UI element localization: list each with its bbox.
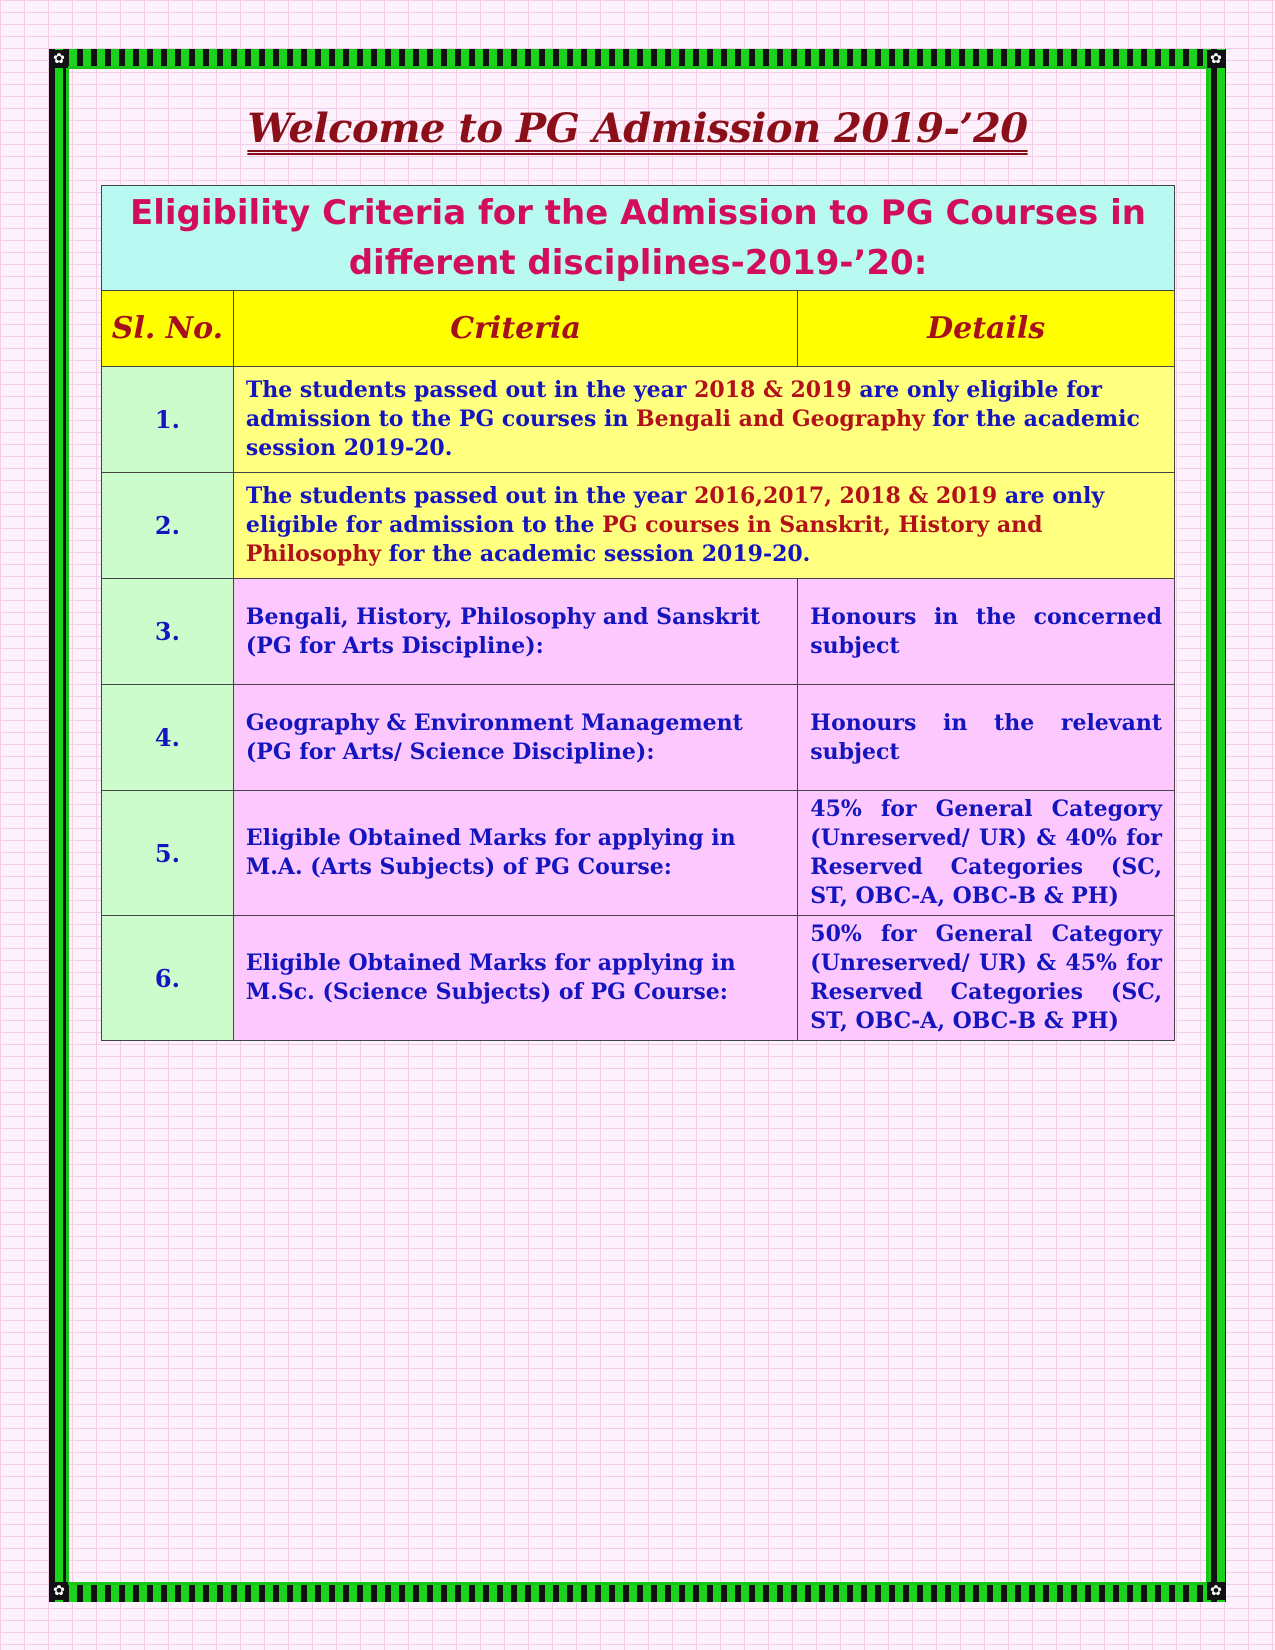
corner-ornament-icon: ✿ [1207,1582,1225,1600]
table-heading [102,186,1175,291]
row-serial-number: 3. [102,579,234,685]
row-criteria: Eligible Obtained Marks for applying in M.A. (Arts Subjects) of PG Course: [233,791,797,916]
row-criteria: Bengali, History, Philosophy and Sanskrit (PG for Arts Discipline): [233,579,797,685]
column-header-criteria: Criteria [233,291,797,367]
column-header-details: Details [798,291,1175,367]
table-row [102,367,1175,473]
row-serial-number: 5. [102,791,234,916]
corner-ornament-icon: ✿ [1207,50,1225,68]
row-serial-number: 2. [102,473,234,579]
row-details: 45% for General Category (Unreserved/ UR) & 40% for Reserved Categories (SC, ST, OBC-A, OBC-B & PH) [798,791,1175,916]
table-row [102,473,1175,579]
row-criteria-text: The students passed out in the year 2016,2017, 2018 & 2019 are only eligible for admission to the PG courses in Sanskrit, History and Philosophy for the academic session 2019-20. [233,473,1174,579]
row-details: Honours in the relevant subject [798,685,1175,791]
corner-ornament-icon: ✿ [50,1582,68,1600]
row-details: Honours in the concerned subject [798,579,1175,685]
table-row [102,685,1175,791]
row-criteria-text: The students passed out in the year 2018 & 2019 are only eligible for admission to the PG courses in Bengali and Geography for the academic session 2019-20. [233,367,1174,473]
eligibility-table [101,185,1175,1041]
row-details: 50% for General Category (Unreserved/ UR) & 45% for Reserved Categories (SC, ST, OBC-A, OBC-B & PH) [798,916,1175,1041]
table-row [102,916,1175,1041]
corner-ornament-icon: ✿ [50,50,68,68]
table-heading-line-2: different disciplines-2019-’20: [348,243,928,283]
row-serial-number: 6. [102,916,234,1041]
row-criteria: Geography & Environment Management (PG for Arts/ Science Discipline): [233,685,797,791]
row-serial-number: 4. [102,685,234,791]
table-heading-line-1: Eligibility Criteria for the Admission to PG Courses in [130,193,1146,233]
column-header-sl-no: Sl. No. [102,291,234,367]
table-row [102,579,1175,685]
page-title: Welcome to PG Admission 2019-’20 [247,105,1028,152]
row-serial-number: 1. [102,367,234,473]
row-criteria: Eligible Obtained Marks for applying in M.Sc. (Science Subjects) of PG Course: [233,916,797,1041]
table-row [102,791,1175,916]
